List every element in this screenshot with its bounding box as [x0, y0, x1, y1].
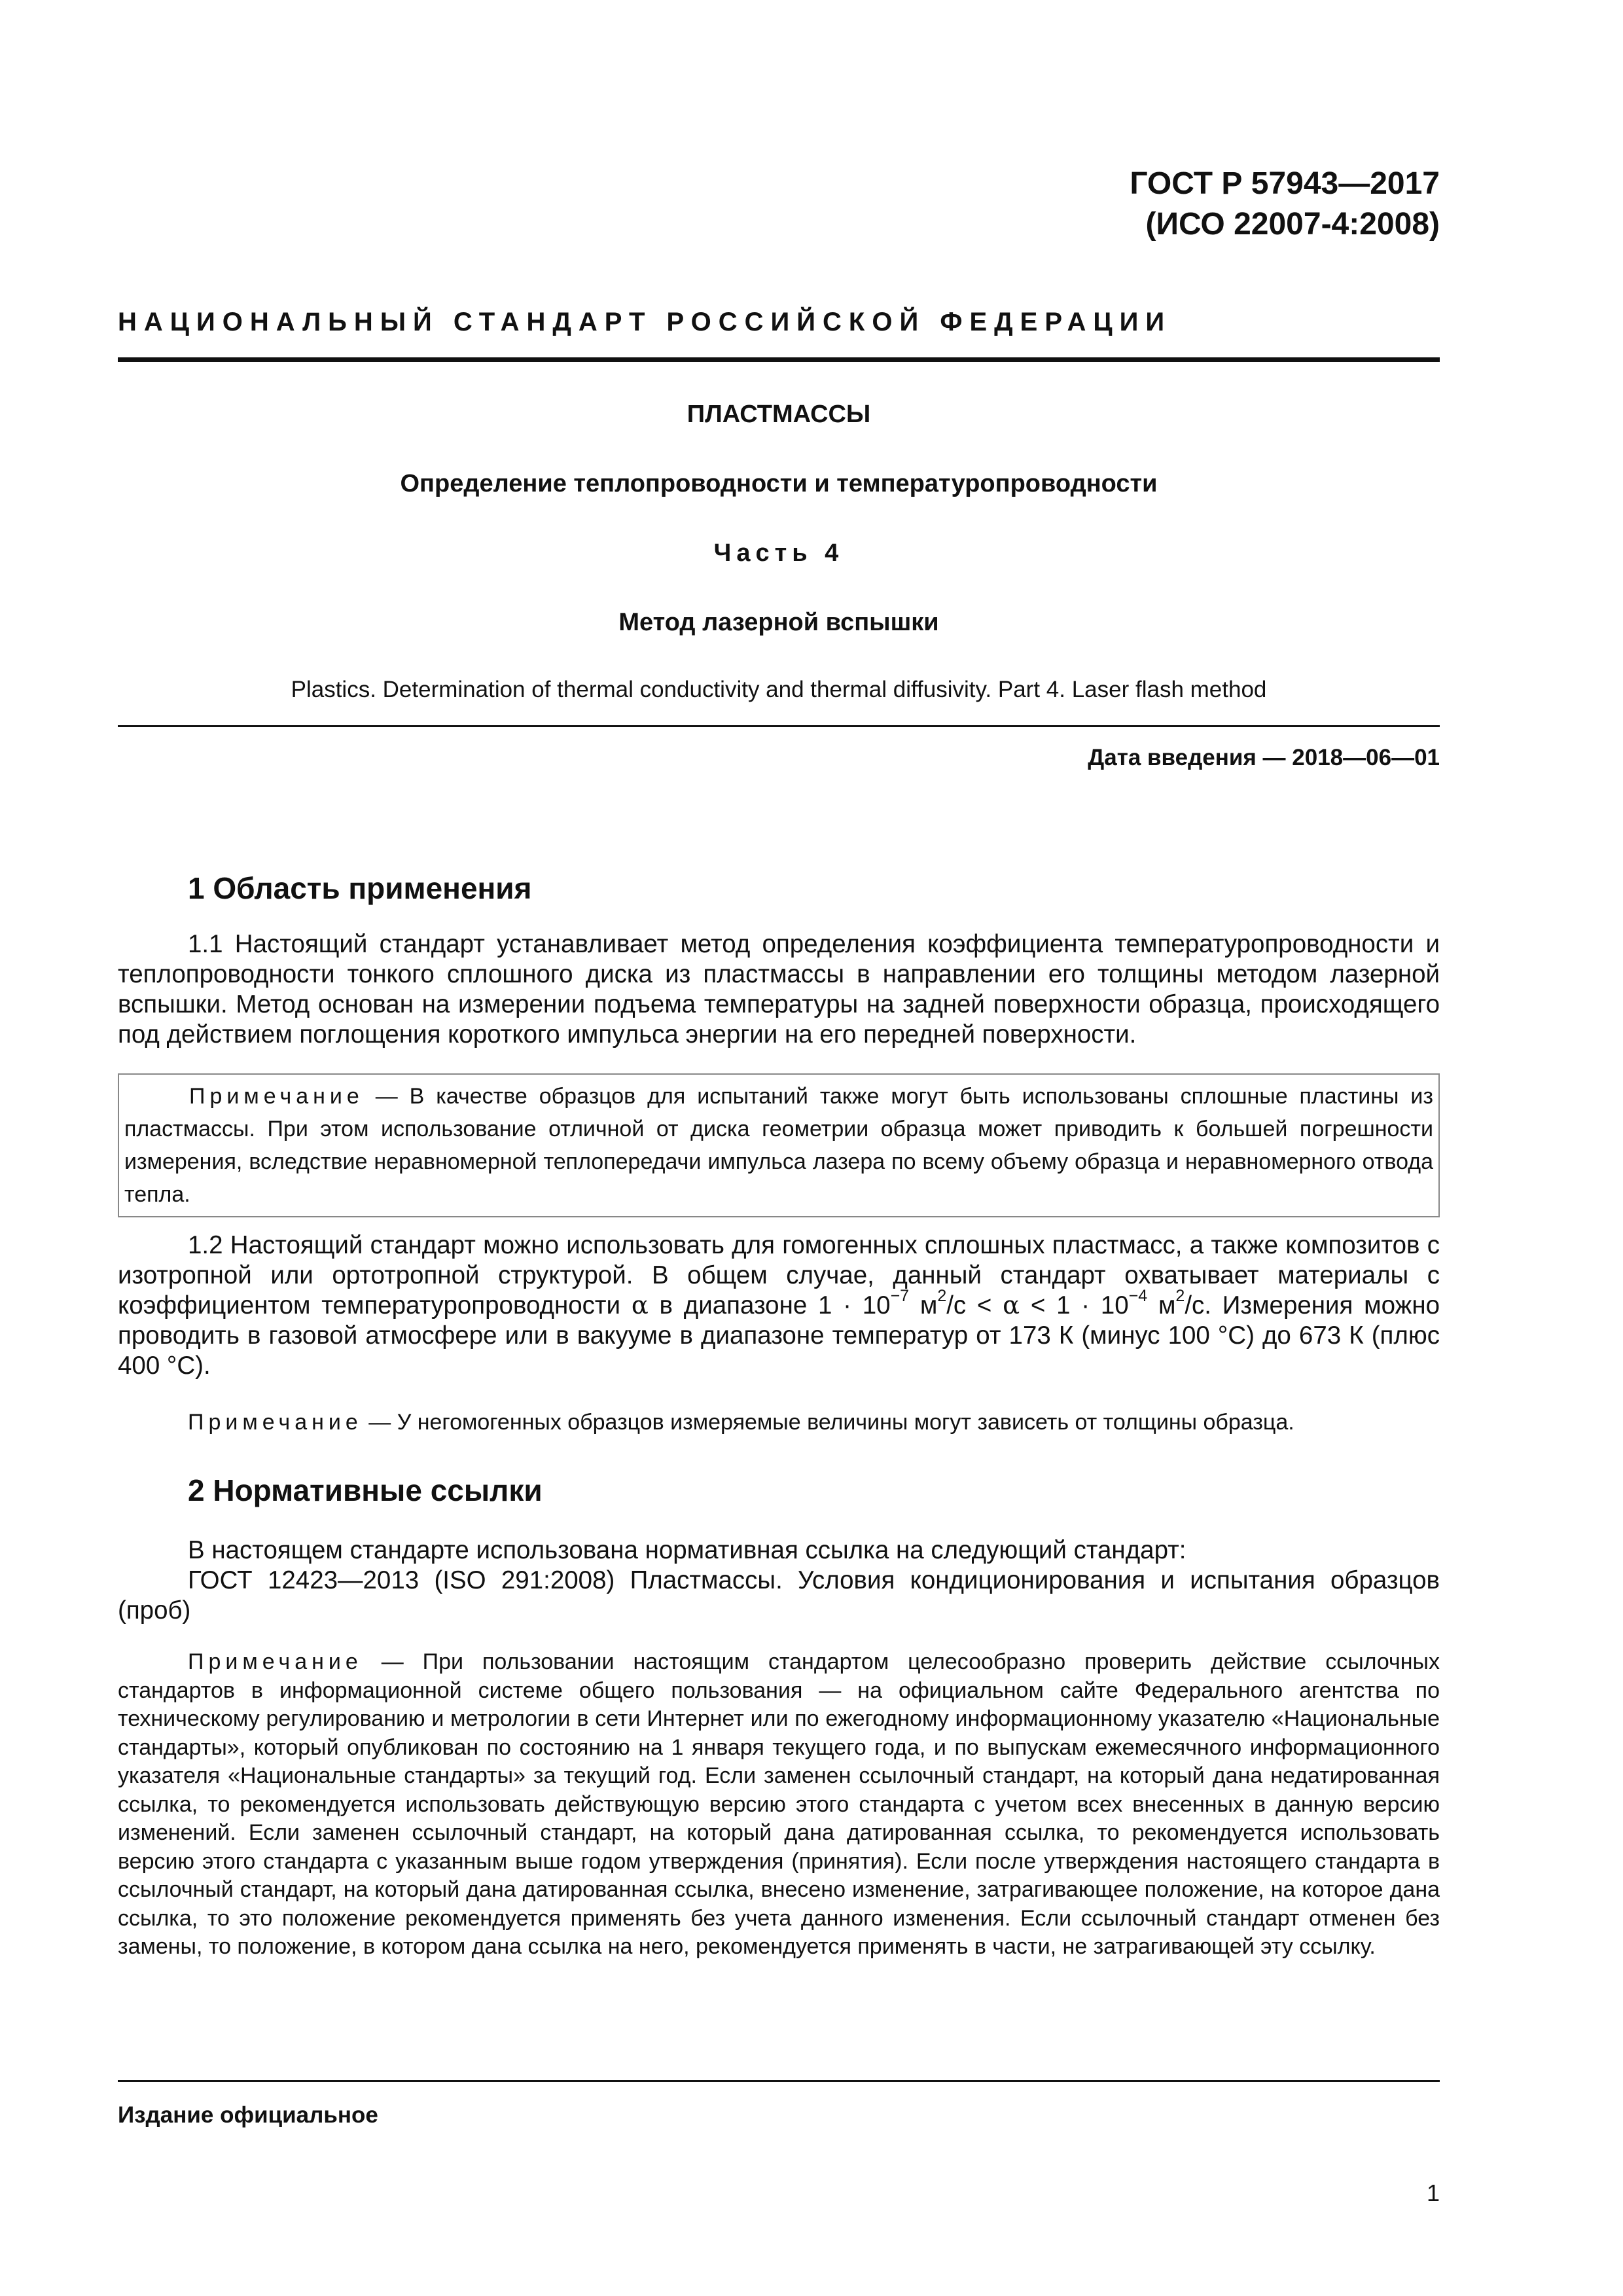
- unit-exp: 2: [937, 1287, 947, 1306]
- document-page: [118, 0, 1440, 2296]
- paragraph-2-reference: ГОСТ 12423—2013 (ISO 291:2008) Пластмассы. Условия кондиционирования и испытания образцов (проб): [118, 1566, 1440, 1624]
- introduction-date: Дата введения — 2018—06—01: [1088, 745, 1440, 770]
- paragraph-1-2-text: 1.2 Настоящий стандарт можно использовать для гомогенных сплошных пластмасс, а также композитов с изотропной или ортотропной структурой. В общем случае, данный стандарт охватывает материалы с коэффициентом температуропроводности: [118, 1231, 1440, 1319]
- range-high: 1 · 10: [1056, 1291, 1129, 1319]
- doc-part: Часть 4: [713, 539, 844, 567]
- note-box: [118, 1073, 1440, 1217]
- english-title: Plastics. Determination of thermal conductivity and thermal diffusivity. Part 4. Laser flash method: [291, 677, 1267, 702]
- edition-label: Издание официальное: [118, 2102, 378, 2128]
- footer-rule: [118, 2080, 1440, 2082]
- gost-number: ГОСТ Р 57943—2017: [1130, 166, 1440, 201]
- note-3-text: — При пользовании настоящим стандартом целесообразно проверить действие ссылочных стандартов в информационной системе общего пользования — на официальном сайте Федерального агентства по техническому регулированию и метрологии в сети Интернет или по ежегодному информационному указателю «Национальные стандарты», который опубликован по состоянию на 1 января текущего года, и по выпускам ежемесячного информационного указателя «Национальные стандарты» за текущий год. Если заменен ссылочный стандарт, на который дана недатированная ссылка, то рекомендуется использовать действующую версию этого стандарта с учетом всех внесенных в данную версию изменений. Если заменен ссылочный стандарт, на который дана датированная ссылка, то рекомендуется использовать версию этого стандарта с указанным выше годом утверждения (принятия). Если после утверждения настоящего стандарта в ссылочный стандарт, на который дана датированная ссылка, внесено изменение, затрагивающее положение, на которое дана ссылка, то это положение рекомендуется применять без учета данного изменения. Если ссылочный стандарт отменен без замены, то положение, в котором дана ссылка на него, рекомендуется применять в части, не затрагивающей эту ссылку.: [118, 1649, 1440, 1959]
- paragraph-2-intro: В настоящем стандарте использована нормативная ссылка на следующий стандарт:: [188, 1536, 1186, 1564]
- paragraph-1-2: [118, 1230, 1440, 1381]
- header-rule: [118, 357, 1440, 362]
- page-number: 1: [1426, 2179, 1440, 2206]
- range-text: в диапазоне: [648, 1291, 819, 1319]
- paragraph-1-2-tail: Измерения можно проводить в газовой атмосфере или в вакууме в диапазоне температур от 173 К (минус 100 °C) до 673 К (плюс 400 °C).: [118, 1291, 1440, 1380]
- title-rule: [118, 725, 1440, 727]
- section-2-heading: 2 Нормативные ссылки: [188, 1473, 543, 1507]
- unit2-tail: /с.: [1185, 1291, 1211, 1319]
- standard-designation: [1130, 164, 1440, 245]
- range-low-exp: −7: [890, 1287, 910, 1306]
- alpha-symbol-2: α: [1003, 1291, 1020, 1320]
- national-standard-title: НАЦИОНАЛЬНЫЙ СТАНДАРТ РОССИЙСКОЙ ФЕДЕРАЦИИ: [118, 308, 1172, 336]
- less-than: <: [1020, 1291, 1057, 1319]
- iso-number: (ИСО 22007-4:2008): [1145, 207, 1440, 242]
- doc-method: Метод лазерной вспышки: [618, 609, 939, 636]
- alpha-symbol: α: [631, 1291, 649, 1320]
- unit-tail: /с <: [946, 1291, 1003, 1319]
- doc-subtitle: Определение теплопроводности и температуропроводности: [400, 470, 1158, 497]
- note-2: [118, 1406, 1440, 1439]
- note-1-text: — В качестве образцов для испытаний также могут быть использованы сплошные пластины из пластмассы. При этом использование отличной от диска геометрии образца может приводить к большей погрешности измерения, вследствие неравномерной теплопередачи импульса лазера по всему объему образца и неравномерного отвода тепла.: [124, 1084, 1433, 1207]
- paragraph-1-1: 1.1 Настоящий стандарт устанавливает метод определения коэффициента температуропроводности и теплопроводности тонкого сплошного диска из пластмассы в направлении его толщины методом лазерной вспышки. Метод основан на измерении подъема температуры на задней поверхности образца, происходящего под действием поглощения короткого импульса энергии на его передней поверхности.: [118, 930, 1440, 1049]
- range-high-exp: −4: [1128, 1287, 1148, 1306]
- range-low: 1 · 10: [818, 1291, 891, 1319]
- note-label: Примечание: [188, 1649, 363, 1674]
- note-2-text: — У негомогенных образцов измеряемые величины могут зависеть от толщины образца.: [362, 1410, 1294, 1435]
- note-1: [124, 1080, 1433, 1211]
- note-3: [118, 1648, 1440, 1962]
- doc-title: ПЛАСТМАССЫ: [687, 401, 871, 428]
- unit-text: м: [909, 1291, 938, 1319]
- note-label: Примечание: [188, 1410, 363, 1435]
- unit2-exp: 2: [1175, 1287, 1185, 1306]
- section-1-heading: 1 Область применения: [188, 871, 532, 905]
- note-label: Примечание: [189, 1084, 364, 1109]
- unit2-text: м: [1147, 1291, 1176, 1319]
